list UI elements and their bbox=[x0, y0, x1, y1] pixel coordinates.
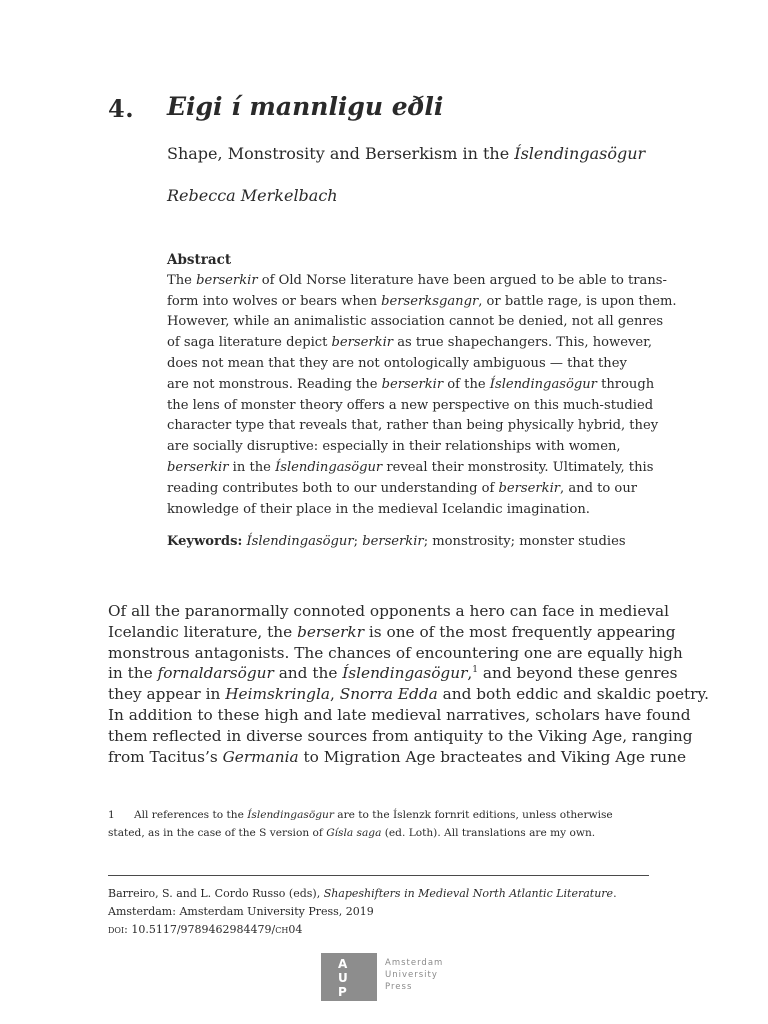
body-line: monstrous antagonists. The chances of encountering one are equally high bbox=[108, 643, 683, 662]
chapter-number: 4. bbox=[108, 94, 135, 123]
doi[interactable]: doi: 10.5117/9789462984479/ch04 bbox=[108, 923, 303, 936]
footnote-number: 1 bbox=[108, 809, 115, 821]
abstract-line: character type that reveals that, rather than being physically hybrid, they bbox=[167, 418, 659, 434]
abstract-line: berserkir in the Íslendingasögur reveal their monstrosity. Ultimately, this bbox=[167, 459, 654, 475]
aup-logo-mark: A U P bbox=[321, 953, 377, 1001]
abstract-heading: Abstract bbox=[167, 252, 232, 268]
citation-line: Barreiro, S. and L. Cordo Russo (eds), Shapeshifters in Medieval North Atlantic Literature. bbox=[108, 887, 617, 900]
body-line: Icelandic literature, the berserkr is one of the most frequently appearing bbox=[108, 622, 676, 641]
citation bbox=[108, 885, 668, 939]
author-name: Rebecca Merkelbach bbox=[167, 186, 338, 205]
body-line: In addition to these high and late medieval narratives, scholars have found bbox=[108, 705, 691, 724]
footnote-line: 1 All references to the Íslendingasögur are to the Íslenzk fornrit editions, unless otherwise bbox=[108, 806, 653, 824]
abstract-line: The berserkir of Old Norse literature have been argued to be able to trans- bbox=[167, 272, 667, 288]
body-line: they appear in Heimskringla, Snorra Edda and both eddic and skaldic poetry. bbox=[108, 685, 709, 704]
aup-logo-text: Amsterdam University Press bbox=[385, 958, 444, 992]
abstract bbox=[167, 250, 677, 553]
abstract-line: are socially disruptive: especially in their relationships with women, bbox=[167, 439, 621, 455]
body-line: them reflected in diverse sources from antiquity to the Viking Age, ranging bbox=[108, 726, 693, 745]
abstract-line: knowledge of their place in the medieval Icelandic imagination. bbox=[167, 501, 590, 517]
abstract-line: of saga literature depict berserkir as true shapechangers. This, however, bbox=[167, 335, 653, 351]
footnote bbox=[108, 806, 653, 842]
citation-line: Amsterdam: Amsterdam University Press, 2019 bbox=[108, 905, 374, 918]
abstract-line: However, while an animalistic association cannot be denied, not all genres bbox=[167, 314, 664, 330]
footnote-ref[interactable]: 1 bbox=[472, 665, 478, 676]
body-line: from Tacitus’s Germania to Migration Age bracteates and Viking Age rune bbox=[108, 747, 687, 766]
abstract-line: reading contributes both to our understanding of berserkir, and to our bbox=[167, 480, 638, 496]
abstract-line: the lens of monster theory offers a new perspective on this much-studied bbox=[167, 397, 654, 413]
chapter-title: Eigi í mannligu eðli bbox=[167, 92, 444, 121]
abstract-line: does not mean that they are not ontologically ambiguous — that they bbox=[167, 355, 627, 371]
footer-divider bbox=[108, 875, 649, 876]
chapter-subtitle: Shape, Monstrosity and Berserkism in the Íslendingasögur bbox=[167, 144, 646, 163]
keywords: Keywords: Íslendingasögur; berserkir; monstrosity; monster studies bbox=[167, 534, 626, 550]
body-line: in the fornaldarsögur and the Íslendingasögur,$^1$ and beyond these genres bbox=[108, 664, 678, 683]
abstract-line: are not monstrous. Reading the berserkir of the Íslendingasögur through bbox=[167, 376, 655, 392]
aup-logo bbox=[321, 953, 451, 1001]
footnote-line: stated, as in the case of the S version of Gísla saga (ed. Loth). All translations are my own. bbox=[108, 827, 596, 839]
abstract-line: form into wolves or bears when berserksgangr, or battle rage, is upon them. bbox=[167, 293, 677, 309]
body-line: Of all the paranormally connoted opponents a hero can face in medieval bbox=[108, 602, 670, 620]
body-paragraph bbox=[108, 601, 709, 767]
